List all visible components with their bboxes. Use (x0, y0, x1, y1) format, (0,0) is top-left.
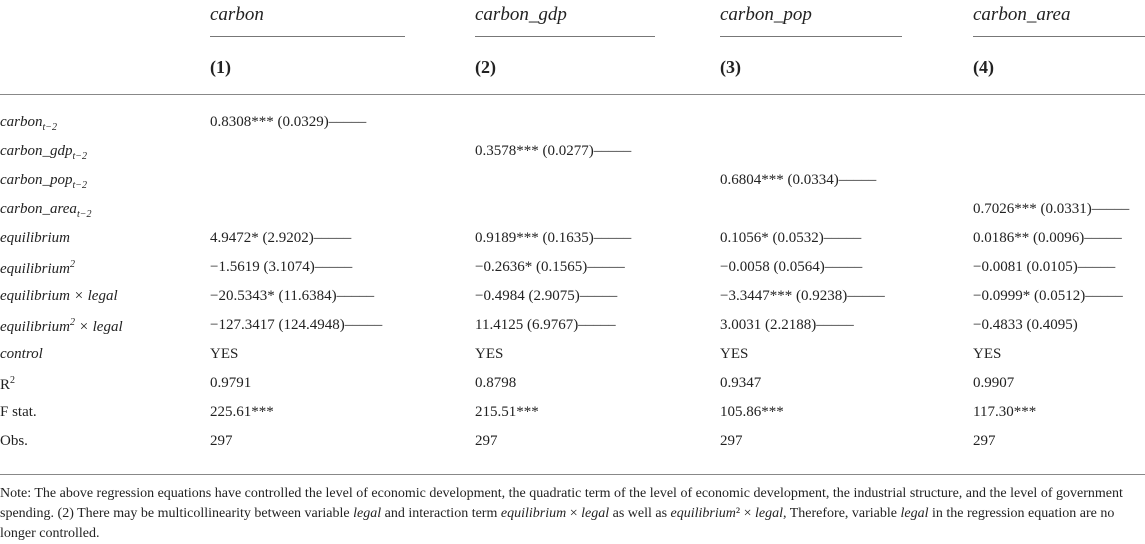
table-cell: 0.9791 (210, 375, 252, 391)
table-cell: YES (210, 346, 239, 362)
table-cell: 225.61*** (210, 404, 274, 420)
table-row (0, 196, 1145, 225)
table-row (0, 109, 1145, 138)
row-label: $R^2$ (0, 375, 16, 393)
table-cell: −20.5343* (11.6384)––––– (210, 288, 375, 304)
row-label: equilibrium × legal (0, 288, 118, 304)
header-rule (0, 94, 1145, 95)
table-cell: 297 (720, 433, 743, 449)
row-label: carbon_area$_{t-2}$ (0, 201, 92, 220)
column-header-1: carbon (210, 4, 264, 25)
table-cell: 0.3578*** (0.0277)––––– (475, 143, 632, 159)
table-row (0, 283, 1145, 312)
column-number-3: (3) (720, 57, 741, 77)
column-header-4: carbon_area (973, 4, 1071, 25)
table-cell: 0.1056* (0.0532)––––– (720, 230, 862, 246)
bottom-rule (0, 474, 1145, 475)
table-row (0, 138, 1145, 167)
table-cell: 0.9347 (720, 375, 762, 391)
table-row (0, 225, 1145, 254)
table-cell: 297 (475, 433, 498, 449)
table-cell: −0.0058 (0.0564)––––– (720, 259, 863, 275)
table-row (0, 254, 1145, 283)
column-number-4: (4) (973, 57, 994, 77)
table-row (0, 428, 1145, 457)
header-underline-2 (475, 36, 655, 37)
row-label: carbon$_{t-2}$ (0, 114, 58, 133)
table-cell: −0.2636* (0.1565)––––– (475, 259, 625, 275)
table-cell: YES (973, 346, 1002, 362)
row-label: carbon_pop$_{t-2}$ (0, 172, 88, 191)
column-number-1: (1) (210, 57, 231, 77)
table-cell: 0.9907 (973, 375, 1015, 391)
table-cell: YES (475, 346, 504, 362)
table-cell: 297 (210, 433, 233, 449)
table-cell: −3.3447*** (0.9238)––––– (720, 288, 885, 304)
table-cell: 0.6804*** (0.0334)––––– (720, 172, 877, 188)
table-cell: 0.9189*** (0.1635)––––– (475, 230, 632, 246)
table-row (0, 370, 1145, 399)
table-cell: −0.0999* (0.0512)––––– (973, 288, 1123, 304)
table-row (0, 167, 1145, 196)
table-cell: 0.8308*** (0.0329)––––– (210, 114, 367, 130)
row-label: carbon_gdp$_{t-2}$ (0, 143, 88, 162)
table-cell: 0.7026*** (0.0331)––––– (973, 201, 1130, 217)
column-header-3: carbon_pop (720, 4, 812, 25)
header-underline-3 (720, 36, 902, 37)
header-underline-1 (210, 36, 405, 37)
table-cell: 105.86*** (720, 404, 784, 420)
row-label: equilibrium$^2$ (0, 259, 75, 277)
table-cell: 297 (973, 433, 996, 449)
table-row (0, 341, 1145, 370)
row-label: equilibrium (0, 230, 70, 246)
table-cell: −0.4833 (0.4095) (973, 317, 1078, 333)
table-cell: −127.3417 (124.4948)––––– (210, 317, 383, 333)
table-cell: 0.8798 (475, 375, 517, 391)
table-cell: 3.0031 (2.2188)––––– (720, 317, 854, 333)
row-label: control (0, 346, 43, 362)
header-underline-4 (973, 36, 1145, 37)
row-label: equilibrium$^2$ × legal (0, 317, 123, 335)
column-number-2: (2) (475, 57, 496, 77)
row-label: Obs. (0, 433, 28, 449)
table-cell: −1.5619 (3.1074)––––– (210, 259, 353, 275)
table-cell: −0.4984 (2.9075)––––– (475, 288, 618, 304)
table-cell: 11.4125 (6.9767)––––– (475, 317, 616, 333)
column-header-2: carbon_gdp (475, 4, 567, 25)
table-cell: 215.51*** (475, 404, 539, 420)
table-row (0, 399, 1145, 428)
table-cell: 117.30*** (973, 404, 1037, 420)
table-cell: YES (720, 346, 749, 362)
table-row (0, 312, 1145, 341)
table-cell: 0.0186** (0.0096)––––– (973, 230, 1122, 246)
table-note: Note: The above regression equations have controlled the level of economic development, the quadratic term of the level of economic development, the industrial structure, and the level of government spending. (2) There may be multicollinearity between variable legal and interaction term equilibrium × legal as well as equilibrium² × legal, Therefore, variable legal in the regression equation are no longer controlled. (0, 486, 1123, 541)
row-label: F stat. (0, 404, 37, 420)
table-cell: 4.9472* (2.9202)––––– (210, 230, 352, 246)
table-cell: −0.0081 (0.0105)––––– (973, 259, 1116, 275)
